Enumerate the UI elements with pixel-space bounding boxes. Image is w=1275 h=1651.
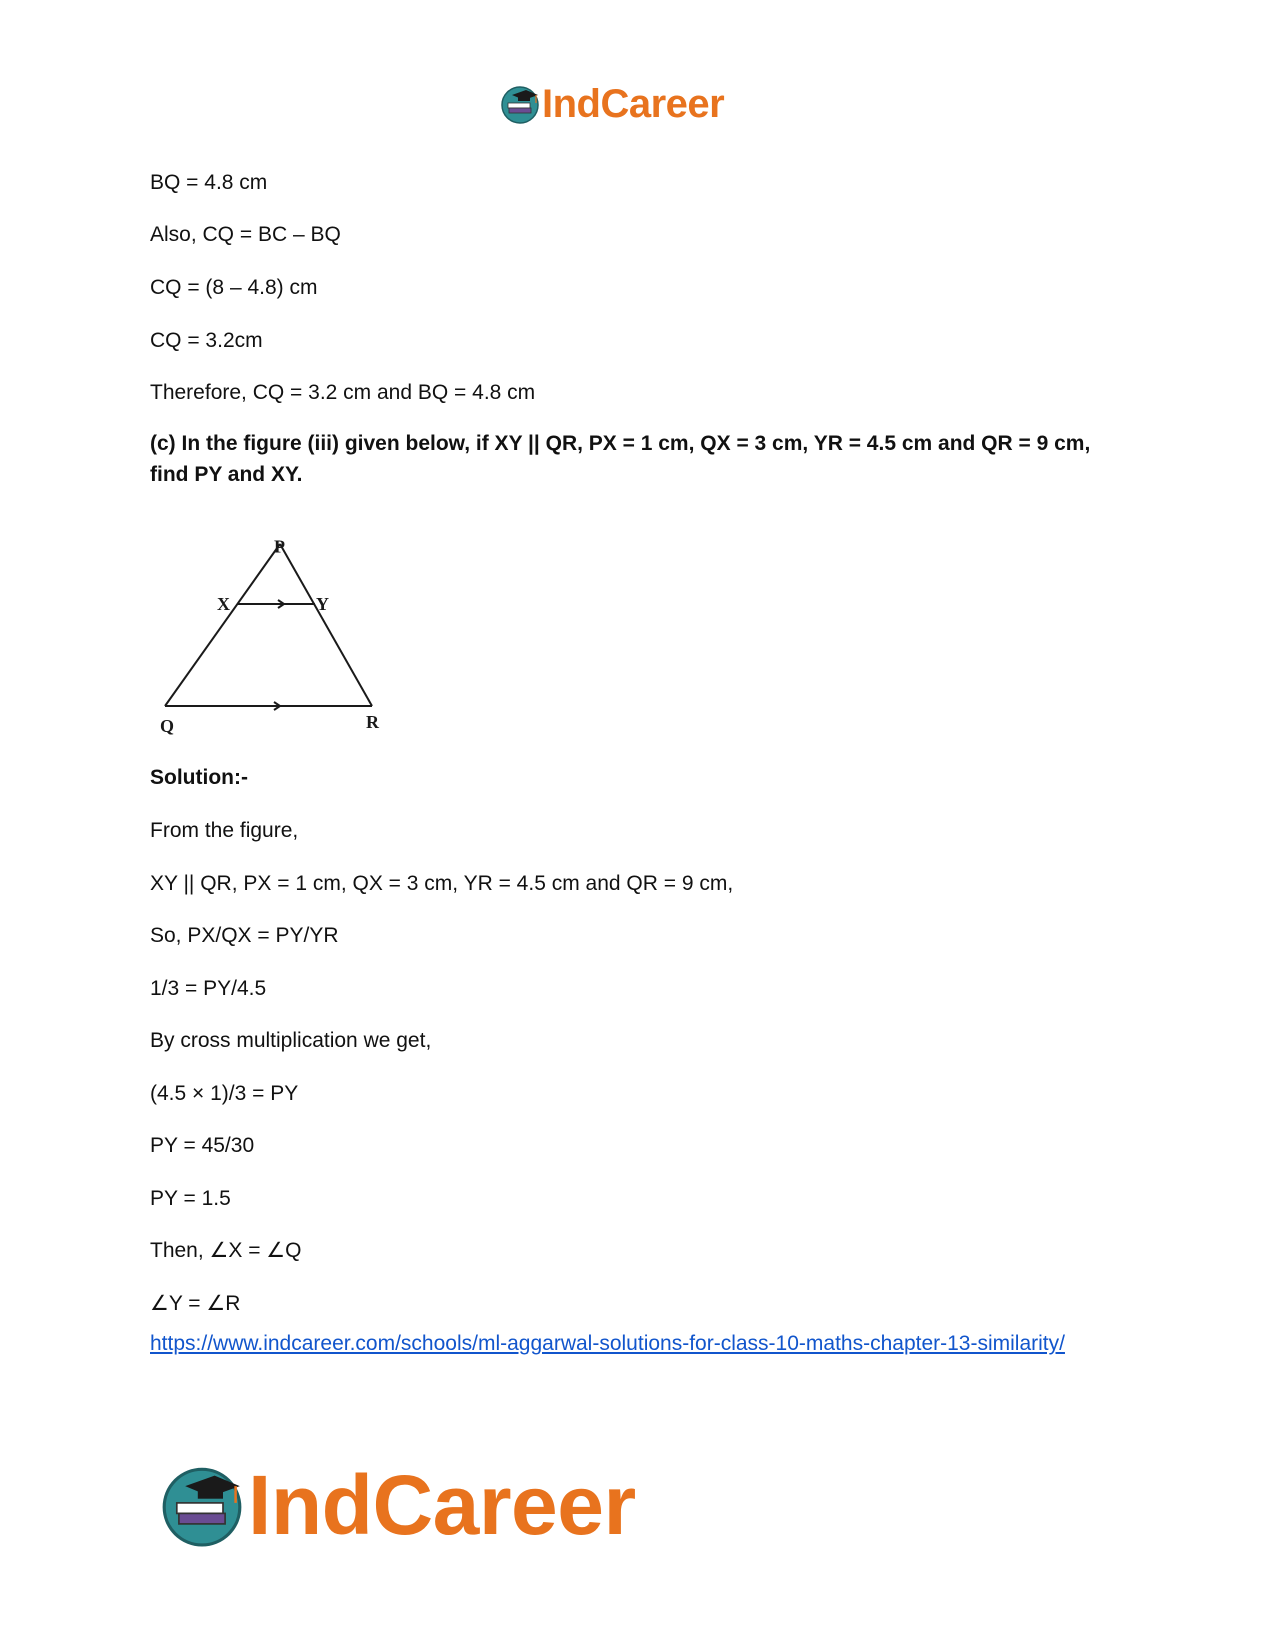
footer-brand-text: IndCareer: [248, 1458, 636, 1552]
label-q: Q: [160, 716, 175, 736]
side-pq: [165, 544, 280, 706]
source-url-link[interactable]: https://www.indcareer.com/schools/ml-aggarwal-solutions-for-class-10-maths-chapter-13-similarity/: [150, 1332, 1065, 1355]
text-line-therefore: Therefore, CQ = 3.2 cm and BQ = 4.8 cm: [150, 381, 536, 404]
question-c: (c) In the figure (iii) given below, if XY || QR, PX = 1 cm, QX = 3 cm, YR = 4.5 cm and QR = 9 cm, find PY and XY.: [150, 432, 1091, 486]
footer-logo: [160, 1460, 636, 1550]
graduation-cap-book-icon: [500, 84, 540, 124]
solution-line-1: From the figure,: [150, 819, 299, 842]
solution-line-6: (4.5 × 1)/3 = PY: [150, 1082, 299, 1105]
text-line-cq-result: CQ = 3.2cm: [150, 329, 263, 352]
solution-line-9: Then, ∠X = ∠Q: [150, 1239, 302, 1262]
text-line-bq: BQ = 4.8 cm: [150, 171, 268, 194]
graduation-cap-book-icon: [160, 1463, 244, 1547]
label-y: Y: [316, 594, 329, 614]
triangle-figure: [150, 538, 400, 768]
solution-line-5: By cross multiplication we get,: [150, 1029, 432, 1052]
solution-heading: Solution:-: [150, 766, 248, 789]
label-x: X: [217, 594, 230, 614]
label-r: R: [366, 712, 379, 732]
solution-line-7: PY = 45/30: [150, 1134, 255, 1157]
solution-line-8: PY = 1.5: [150, 1187, 231, 1210]
header-logo: [500, 80, 724, 128]
text-line-cq-calc: CQ = (8 – 4.8) cm: [150, 276, 318, 299]
solution-line-4: 1/3 = PY/4.5: [150, 977, 267, 1000]
header-brand-text: IndCareer: [542, 82, 725, 126]
solution-line-2: XY || QR, PX = 1 cm, QX = 3 cm, YR = 4.5 cm and QR = 9 cm,: [150, 872, 734, 895]
text-line-also-cq: Also, CQ = BC – BQ: [150, 223, 341, 246]
label-p: P: [274, 538, 285, 557]
side-pr: [280, 544, 372, 706]
solution-line-3: So, PX/QX = PY/YR: [150, 924, 339, 947]
solution-line-10: ∠Y = ∠R: [150, 1292, 241, 1315]
